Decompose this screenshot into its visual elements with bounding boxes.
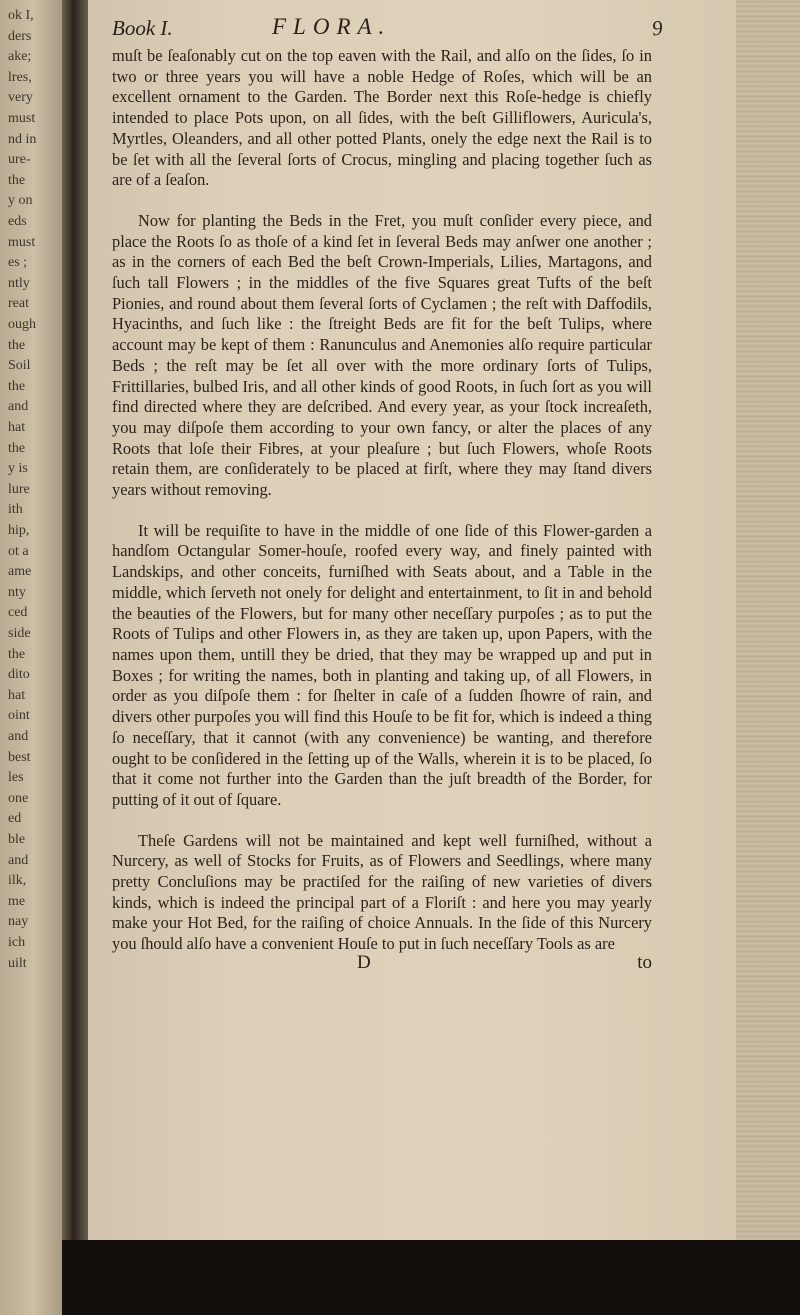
previous-page-fragment: ok I, (8, 8, 34, 23)
previous-page-fragment: the (8, 378, 26, 394)
previous-page-fragment: ich (8, 935, 26, 950)
previous-page-fragment: reat (8, 296, 29, 312)
previous-page-fragment: nay (8, 914, 29, 930)
previous-page-fragment: ble (8, 832, 26, 847)
previous-page-fragment: and (8, 852, 29, 868)
previous-page-fragment: side (8, 626, 31, 641)
previous-page-fragment: dito (8, 667, 30, 683)
previous-page-fragment: eds (8, 214, 27, 229)
previous-page-fragment: the (8, 646, 26, 662)
previous-page-fragment: lres, (8, 69, 32, 85)
previous-page-fragment: ilk, (8, 873, 27, 889)
previous-page-fragment: ith (8, 502, 23, 518)
dark-background (62, 1240, 800, 1315)
previous-page-fragment: ced (8, 605, 28, 621)
previous-page-fragment: me (8, 893, 26, 909)
catchword: to (637, 952, 652, 973)
previous-page-fragment: uilt (8, 955, 27, 971)
previous-page-edge (0, 0, 62, 1315)
page-title: FLORA. (272, 14, 392, 39)
previous-page-fragment: y on (8, 193, 33, 209)
previous-page-fragment: and (8, 729, 29, 744)
signature-mark: D (357, 952, 371, 973)
previous-page-fragment: ure- (8, 152, 31, 168)
running-header (112, 14, 692, 44)
previous-page-fragment: es ; (8, 255, 28, 271)
paragraph: Now for planting the Beds in the Fret, you muſt conſider every piece, and place the Roots ſo as thoſe of a kind ſet in ſeveral Beds may anſwer one another ; as in the corners of each Bed the beſt Crown-Imperials, Lilies, Martagons, and ſuch tall Flowers ; in the middles of the five Squares great Tufts of the beſt Pionies, and round about them ſeveral ſorts of Cyclamen ; the reſt with Daffodils, Hyacinths, and ſuch like : the ſtreight Beds are fit for the beſt Tulips, where account may be kept of them : Ranunculus and Anemonies alſo require particular Beds ; the reſt may be ſet all over with the more ordinary ſorts of Tulips, Frittillaries, bulbed Iris, and all other kinds of good Roots, in ſuch ſort as you will find directed where they are deſcribed. And every year, as your ſtock increaſeth, you may diſpoſe them according to your own fancy, or alter the places of any Roots that loſe their Fibres, at your pleaſure ; but ſuch Flowers, whoſe Roots retain them, are conſiderately to be placed at firſt, where they may ſtand divers years without removing. (112, 210, 652, 500)
previous-page-fragment: hat (8, 420, 26, 435)
paragraph: It will be requiſite to have in the middle of one ſide of this Flower-garden a handſom Octangular Somer-houſe, roofed every way, and finely painted with Landskips, and other conceits, furniſhed with Seats about, and a Table in the middle, which ſerveth not onely for delight and entertainment, to ſit in and behold the beauties of the Flowers, but for many other neceſſary purpoſes ; as to put the Roots of Tulips and other Flowers in, as they are taken up, upon Papers, with the names upon them, untill they be dried, that they may be wrapped up and put in Boxes ; for writing the names, both in planting and taking up, of all Flowers, in order as you diſpoſe them : for ſhelter in caſe of a ſudden ſhowre of rain, and divers other purpoſes you will find this Houſe to be fit for, which is indeed a thing ſo neceſſary, that it cannot (with any convenience) be wanting, and therefore ought to be conſidered in the ſetting up of the Walls, wherein it is to be placed, ſo that it come not further into the Garden than the juſt breadth of the Border, for putting of it out of ſquare. (112, 520, 652, 809)
previous-page-fragment: hat (8, 687, 26, 703)
previous-page-fragment: very (8, 90, 33, 106)
previous-page-fragment: ders (8, 28, 32, 44)
book-gutter (62, 0, 88, 1315)
previous-page-fragment: must (8, 111, 36, 126)
previous-page-fragment: one (8, 790, 29, 806)
book-label: Book I. (112, 16, 173, 40)
previous-page-fragment: ed (8, 811, 22, 827)
paragraph: muſt be ſeaſonably cut on the top eaven with the Rail, and alſo on the ſides, ſo in two or three years you will have a noble Hedge of Roſes, which will be an excellent ornament to the Garden. The Border next this Roſe-hedge is chiefly intended to place Pots upon, on all ſides, with the beſt Gilliflowers, Auricula's, Myrtles, Oleanders, and all other potted Plants, onely the edge next the Rail is to be ſet with all the ſeveral ſorts of Crocus, mingling and placing together ſuch as are of a ſeaſon. (112, 46, 652, 190)
previous-page-fragment: ake; (8, 49, 32, 65)
previous-page-fragment: lure (8, 481, 30, 497)
page-fore-edge (736, 0, 800, 1240)
previous-page-fragment: y is (8, 461, 28, 477)
previous-page-fragment: the (8, 337, 26, 353)
previous-page-fragment: best (8, 749, 31, 765)
previous-page-fragment: oint (8, 708, 30, 724)
previous-page-fragment: les (8, 770, 24, 786)
previous-page-fragment: the (8, 172, 26, 188)
previous-page-fragment: ough (8, 317, 36, 332)
previous-page-fragment: hip, (8, 523, 30, 538)
previous-page-fragment: ot a (8, 543, 29, 559)
previous-page-fragment: nty (8, 584, 26, 600)
previous-page-fragment: ntly (8, 275, 30, 291)
page-number: 9 (650, 15, 664, 41)
previous-page-fragment: the (8, 440, 26, 456)
previous-page-fragment: must (8, 234, 36, 250)
body-text (112, 46, 652, 973)
previous-page-fragment: Soil (8, 358, 31, 374)
paragraph: Theſe Gardens will not be maintained and kept well furniſhed, without a Nurcery, as well of Stocks for Fruits, as of Flowers and Seedlings, where many pretty Concluſions may be practiſed for the raiſing of new varieties of divers kinds, which is indeed the principal part of a Floriſt : and here you may yearly make your Hot Bed, for the raiſing of choice Annuals. In the ſide of this Nurcery you ſhould alſo have a convenient Houſe to put in ſuch neceſſary Tools as are (112, 830, 652, 954)
previous-page-fragment: nd in (8, 131, 37, 147)
previous-page-fragment: and (8, 399, 29, 415)
previous-page-fragment: ame (8, 564, 32, 580)
